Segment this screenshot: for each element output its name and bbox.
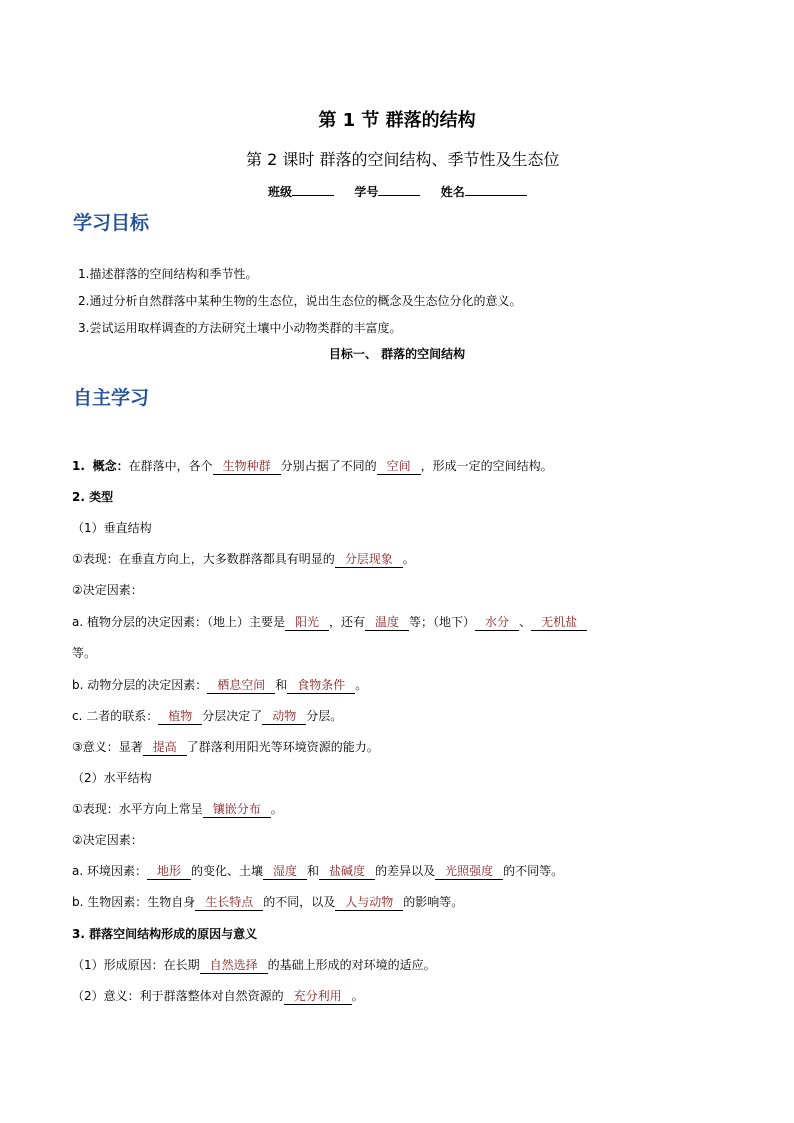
number-blank[interactable] xyxy=(378,183,420,196)
number-label: 学号 xyxy=(354,185,379,199)
lesson-subtitle: 第 2 课时 群落的空间结构、季节性及生态位 xyxy=(246,150,560,169)
types-heading: 2. 类型 xyxy=(72,490,114,504)
answer-blank: 动物 xyxy=(262,709,306,725)
answer-blank: 镶嵌分布 xyxy=(203,802,271,818)
biological-factors-line: b. 生物因素：生物自身 生长特点 的不同，以及 人与动物 的影响等。 xyxy=(72,895,464,909)
answer-blank: 盐碱度 xyxy=(319,864,375,880)
student-info-line xyxy=(268,183,527,200)
answer-blank: 生长特点 xyxy=(195,895,263,911)
environmental-factors-line: a. 环境因素： 地形 的变化、土壤 湿度 和 盐碱度 的差异以及 光照强度 的不同等。 xyxy=(72,864,564,878)
vertical-significance-line: ③意义：显著 提高 了群落利用阳光等环境资源的能力。 xyxy=(72,740,379,754)
plant-layer-factors-line: a. 植物分层的决定因素：（地上）主要是 阳光 ，还有 温度 等；（地下） 水分 、 无机盐 xyxy=(72,613,587,630)
objective-item: 3.尝试运用取样调查的方法研究土壤中小动物类群的丰富度。 xyxy=(78,321,402,335)
objective-item: 1.描述群落的空间结构和季节性。 xyxy=(78,267,258,281)
vertical-structure-heading: （1）垂直结构 xyxy=(72,521,152,535)
answer-blank: 栖息空间 xyxy=(207,678,275,694)
answer-blank: 空间 xyxy=(377,459,421,475)
vertical-factors-heading: ②决定因素： xyxy=(72,583,143,597)
answer-blank: 无机盐 xyxy=(531,615,587,631)
answer-blank: 水分 xyxy=(475,615,519,631)
objective-item: 2.通过分析自然群落中某种生物的生态位，说出生态位的概念及生态位分化的意义。 xyxy=(78,294,522,308)
answer-blank: 提高 xyxy=(143,740,187,756)
animal-layer-factors-line: b. 动物分层的决定因素： 栖息空间 和 食物条件 。 xyxy=(72,678,368,692)
name-blank[interactable] xyxy=(465,183,527,196)
class-blank[interactable] xyxy=(292,183,334,196)
name-label: 姓名 xyxy=(440,185,465,199)
self-study-heading: 自主学习 xyxy=(73,387,150,409)
answer-blank: 人与动物 xyxy=(335,895,403,911)
answer-blank: 充分利用 xyxy=(284,989,352,1005)
answer-blank: 分层现象 xyxy=(335,552,403,568)
vertical-expression-line: ①表现：在垂直方向上，大多数群落都具有明显的 分层现象 。 xyxy=(72,552,415,566)
answer-blank: 光照强度 xyxy=(435,864,503,880)
answer-blank: 生物种群 xyxy=(213,459,281,475)
answer-blank: 阳光 xyxy=(285,615,329,631)
horizontal-factors-heading: ②决定因素： xyxy=(72,833,143,847)
relationship-line: c. 二者的联系： 植物 分层决定了 动物 分层。 xyxy=(72,709,343,723)
horizontal-expression-line: ①表现：水平方向上常呈 镶嵌分布 。 xyxy=(72,802,283,816)
structure-significance-line: （2）意义：利于群落整体对自然资源的 充分利用 。 xyxy=(72,989,364,1003)
target-one-heading: 目标一、 群落的空间结构 xyxy=(328,347,466,361)
learning-goals-heading: 学习目标 xyxy=(73,212,150,234)
answer-blank: 食物条件 xyxy=(287,678,355,694)
horizontal-structure-heading: （2）水平结构 xyxy=(72,771,152,785)
answer-blank: 自然选择 xyxy=(200,958,268,974)
answer-blank: 地形 xyxy=(147,864,191,880)
plant-layer-factors-continued: 等。 xyxy=(72,646,97,660)
formation-cause-line: （1）形成原因：在长期 自然选择 的基础上形成的对环境的适应。 xyxy=(72,958,436,972)
page-title: 第 1 节 群落的结构 xyxy=(318,110,476,131)
answer-blank: 温度 xyxy=(365,615,409,631)
cause-significance-heading: 3. 群落空间结构形成的原因与意义 xyxy=(72,927,258,941)
class-label: 班级 xyxy=(268,185,293,199)
answer-blank: 植物 xyxy=(158,709,202,725)
concept-line: 1. 概念：在群落中，各个 生物种群 分别占据了不同的 空间 ，形成一定的空间结构。 xyxy=(72,459,553,473)
answer-blank: 湿度 xyxy=(263,864,307,880)
concept-label: 概念： xyxy=(92,459,129,473)
